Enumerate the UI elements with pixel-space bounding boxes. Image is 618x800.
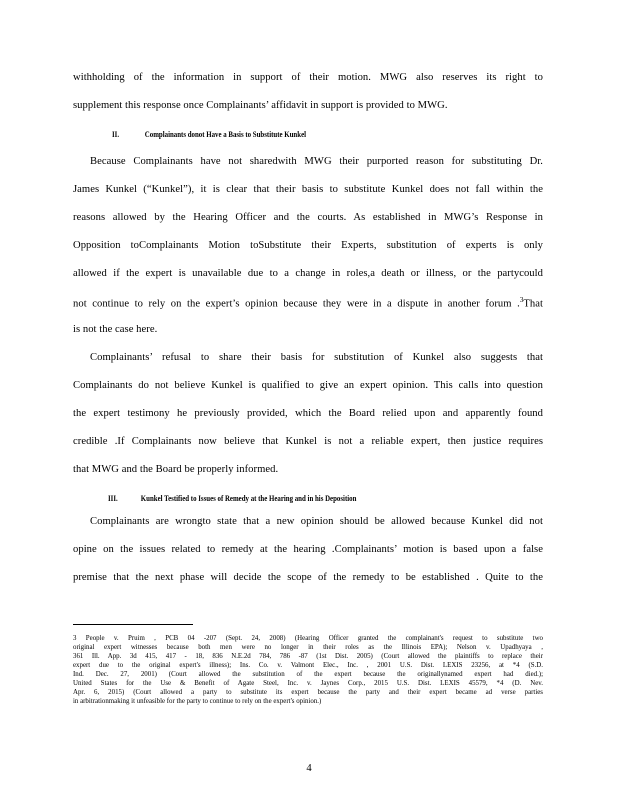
section-title: Complainants donot Have a Basis to Substitute Kunkel bbox=[144, 130, 307, 139]
body-line-tail: That bbox=[523, 298, 543, 310]
footnote-line: Ind. Dec. 27, 2001) (Court allowed the substitution of the expert because the originallynamed expert had died.); bbox=[73, 671, 543, 678]
footnote-line: Apr. 6, 2015) (Court allowed a party to substitute its expert because the party and their expert became ad verse parties bbox=[73, 689, 543, 696]
body-line: allowed if the expert is unavailable due to a change in roles,a death or illness, or the partycould bbox=[73, 268, 543, 279]
body-line: opine on the issues related to remedy at the hearing .Complainants’ motion is based upon a false bbox=[73, 544, 543, 555]
footnote-line: original expert witnesses because both men were no longer in their roles as the Illinois EPA); Nelson v. Upadhyaya , bbox=[73, 644, 543, 651]
body-line-text: not continue to rely on the expert’s opinion because they were in a dispute in another forum . bbox=[73, 298, 520, 310]
body-line: Because Complainants have not sharedwith MWG their purported reason for substituting Dr. bbox=[90, 156, 543, 167]
page-number: 4 bbox=[306, 763, 312, 774]
body-line: withholding of the information in support of their motion. MWG also reserves its right to bbox=[73, 72, 543, 83]
footnote-line: in arbitrationmaking it unfeasible for the party to continue to rely on the expert's opinion.) bbox=[73, 698, 322, 705]
footnote-reference[interactable]: 3 bbox=[519, 296, 524, 304]
body-line: is not the case here. bbox=[73, 324, 158, 335]
section-number: III. bbox=[108, 494, 118, 503]
footnote-line: United States for the Use & Benefit of Agate Steel, Inc. v. Jaynes Corp., 2015 U.S. Dist. LEXIS 45579, *4 (D. Nev. bbox=[73, 680, 543, 687]
section-heading-ii bbox=[112, 130, 306, 139]
section-title: Kunkel Testified to Issues of Remedy at the Hearing and in his Deposition bbox=[140, 494, 357, 503]
body-line: Complainants’ refusal to share their basis for substitution of Kunkel also suggests that bbox=[90, 352, 543, 363]
footnote-line: 361 Ill. App. 3d 415, 417 - 18, 836 N.E.2d 784, 786 -87 (1st Dist. 2005) (Court allowed the plaintiffs to replace their bbox=[73, 653, 543, 660]
footnote-separator bbox=[73, 624, 193, 625]
section-number: II. bbox=[112, 130, 120, 139]
body-line: James Kunkel (“Kunkel”), it is clear that their basis to substitute Kunkel does not fall within the bbox=[73, 184, 543, 195]
body-line: Opposition toComplainants Motion toSubstitute their Experts, substitution of experts is only bbox=[73, 240, 543, 251]
body-line: reasons allowed by the Hearing Officer and the courts. As established in MWG’s Response in bbox=[73, 212, 543, 223]
footnote-line: 3 People v. Pruim , PCB 04 -207 (Sept. 24, 2008) (Hearing Officer granted the complainant's request to substitute two bbox=[73, 635, 543, 642]
body-line: supplement this response once Complainants’ affidavit in support is provided to MWG. bbox=[73, 100, 448, 111]
body-line: Complainants do not believe Kunkel is qualified to give an expert opinion. This calls into question bbox=[73, 380, 543, 391]
body-line: Complainants are wrongto state that a new opinion should be allowed because Kunkel did not bbox=[90, 516, 543, 527]
body-line: the expert testimony he previously provided, which the Board relied upon and apparently found bbox=[73, 408, 543, 419]
footnote-line: expert due to the original expert's illness); Ins. Co. v. Valmont Elec., Inc. , 2001 U.S. Dist. LEXIS 23256, at *4 (S.D. bbox=[73, 662, 543, 669]
body-line: premise that the next phase will decide the scope of the remedy to be established . Quite to the bbox=[73, 572, 543, 583]
body-line: credible .If Complainants now believe that Kunkel is not a reliable expert, then justice requires bbox=[73, 436, 543, 447]
body-line: that MWG and the Board be properly informed. bbox=[73, 464, 279, 475]
section-heading-iii bbox=[108, 494, 356, 503]
body-line-with-footnote bbox=[73, 296, 543, 310]
